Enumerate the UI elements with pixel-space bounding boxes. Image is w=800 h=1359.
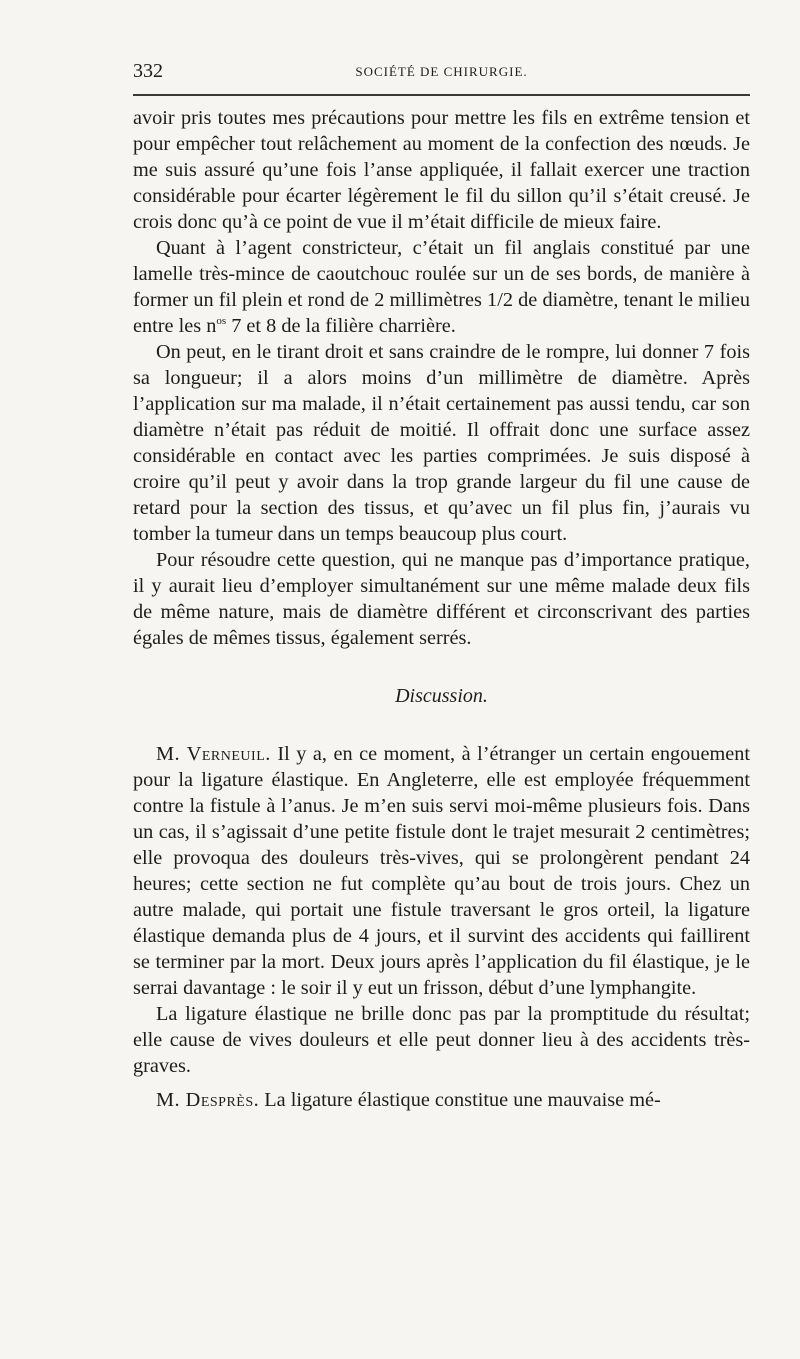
header-rule [133,94,750,96]
section-heading: Discussion. [395,685,488,707]
speaker-name: M. Desprès. [156,1089,260,1111]
paragraph-continuation: avoir pris toutes mes précautions pour mettre les fils en extrême tension et pour empêcher tout relâchement au moment de la confection des nœuds. Je me suis assuré qu’une fois l’anse appliquée, il fallait exercer une traction considérable pour écarter légèrement le fil du sillon qu’il s’était creusé. Je crois donc qu’à ce point de vue il m’était difficile de mieux faire. [133,107,750,233]
paragraph-stretch: On peut, en le tirant droit et sans craindre de le rompre, lui donner 7 fois sa longueur; il a alors moins d’un millimètre de diamètre. Après l’application sur ma malade, il n’était certainement pas aussi tendu, car son diamètre n’était pas réduit de moitié. Il offrait donc une surface assez considérable en contact avec les parties comprimées. Je suis disposé à croire qu’il peut y avoir dans la trop grande largeur du fil une cause de retard pour la section des tissus, et qu’avec un fil plus fin, j’aurais vu tomber la tumeur dans un temps beaucoup plus court. [133,341,750,545]
page-number: 332 [133,60,163,82]
page-header [133,60,750,90]
speech-verneuil [133,741,750,1001]
paragraph-text: Quant à l’agent constricteur, c’était un fil anglais constitué par une lamelle très-mince de caoutchouc roulée sur un de ses bords, de manière à former un fil plein et rond de 2 millimètres 1/2 de diamètre, tenant le milieu entre les n [133,237,750,337]
paragraph-agent-constricteur [133,235,750,339]
speech-text: Il y a, en ce moment, à l’étranger un certain engouement pour la ligature élastique. En Angleterre, elle est employée fréquemment contre la fistule à l’anus. Je m’en suis servi moi-même plusieurs fois. Dans un cas, il s’agissait d’une petite fistule dont le trajet mesurait 2 centimètres; elle provoqua des douleurs très-vives, qui se prolongèrent pendant 24 heures; cette section ne fut complète qu’au bout de trois jours. Chez un autre malade, qui portait une fistule traversant le gros orteil, la ligature élastique demanda plus de 4 jours, et il survint des accidents qui faillirent se terminer par la mort. Deux jours après l’application du fil élastique, je le serrai davantage : le soir il y eut un frisson, début d’une lymphangite. [133,743,751,999]
speech-verneuil-continued: La ligature élastique ne brille donc pas par la promptitude du résultat; elle cause de vives douleurs et elle peut donner lieu à des accidents très-graves. [133,1003,750,1077]
speech-despres [133,1087,750,1113]
speaker-name: M. Verneuil. [156,743,271,765]
running-title: SOCIÉTÉ DE CHIRURGIE. [355,64,528,79]
paragraph-text-end: 7 et 8 de la filière charrière. [226,315,456,337]
paragraph-question: Pour résoudre cette question, qui ne manque pas d’importance pratique, il y aurait lieu d’employer simultanément sur une même malade deux fils de même nature, mais de diamètre différent et circonscrivant des parties égales de mêmes tissus, également serrés. [133,549,750,649]
spacer [133,651,750,683]
spacer [133,709,750,741]
speech-text: La ligature élastique constitue une mauvaise mé- [259,1089,661,1111]
page-body [133,105,750,1113]
spacer [133,1079,750,1087]
superscript-text: os [216,315,227,328]
